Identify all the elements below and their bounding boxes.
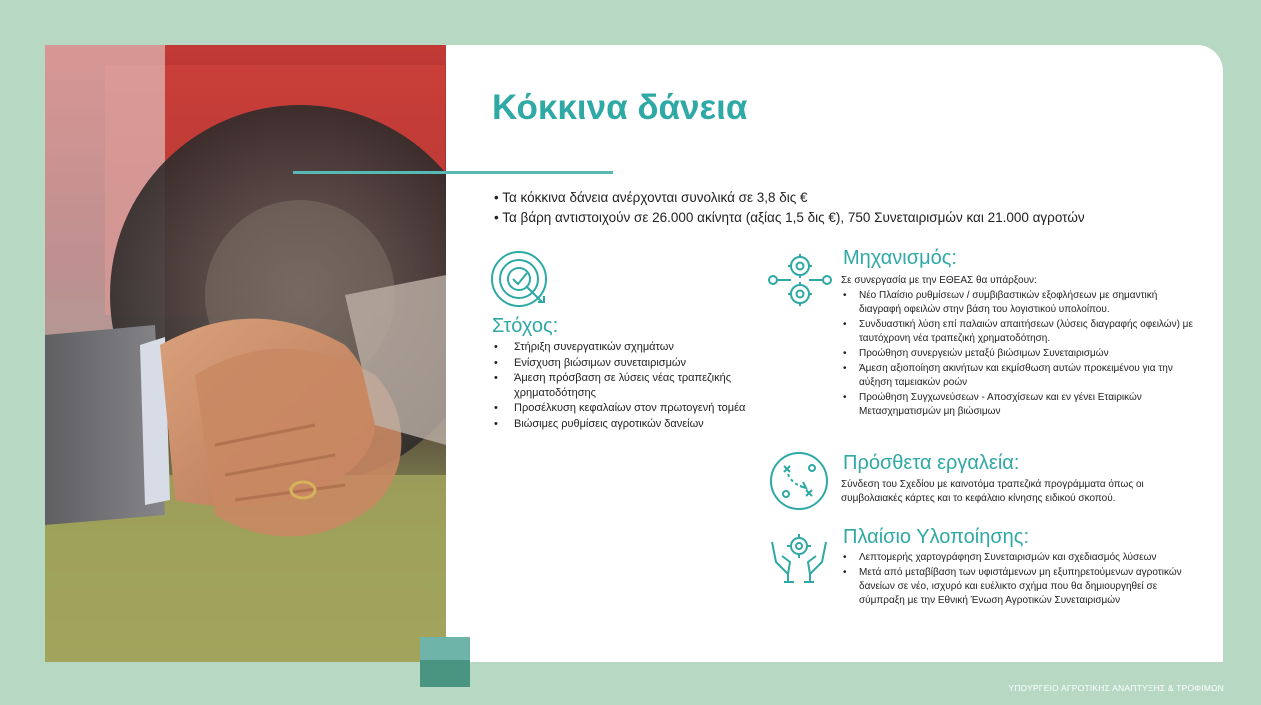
mechanism-list (841, 289, 1201, 420)
decorative-square-dark (420, 660, 470, 687)
list-item: • Άμεση αξιοποίηση ακινήτων και εκμίσθωση αυτών προκειμένου για την αύξηση ταμειακών ροών (841, 362, 1201, 390)
list-item: • Προσέλκυση κεφαλαίων στον πρωτογενή τομέα (492, 401, 762, 416)
title-divider (293, 171, 613, 174)
mechanism-heading: Μηχανισμός: (843, 247, 957, 269)
hands-gear-icon (768, 528, 830, 584)
list-item: • Συνδυαστική λύση επί παλαιών απαιτήσεων (λύσεις διαγραφής οφειλών) με ταυτόχρονη νέα τραπεζική χρηματοδότηση. (841, 318, 1201, 346)
goals-heading: Στόχος: (492, 315, 559, 337)
list-item: • Λεπτομερής χαρτογράφηση Συνεταιρισμών και σχεδιασμός λύσεων (841, 551, 1201, 565)
target-icon (490, 250, 552, 312)
list-item: • Μετά από μεταβίβαση των υφιστάμενων μη εξυπηρετούμενων αγροτικών δανείων σε νέο, ισχυρό και ευέλικτο σχήμα που θα δημιουργηθεί σε σύμπραξη με την Εθνική Ένωση Αγροτικών Συνεταιρισμών (841, 566, 1201, 608)
ministry-footer: ΥΠΟΥΡΓΕΙΟ ΑΓΡΟΤΙΚΗΣ ΑΝΑΠΤΥΞΗΣ & ΤΡΟΦΙΜΩΝ (1008, 683, 1224, 693)
intro-bullet: • Τα βάρη αντιστοιχούν σε 26.000 ακίνητα (αξίας 1,5 δις €), 750 Συνεταιρισμών και 21.000 αγροτών (494, 208, 1085, 228)
tools-icon (768, 450, 830, 512)
list-item: • Προώθηση Συγχωνεύσεων - Αποσχίσεων και εν γένει Εταιρικών Μετασχηματισμών μη βιώσιμων (841, 391, 1201, 419)
mechanism-intro: Σε συνεργασία με την ΕΘΕΑΣ θα υπάρξουν: (841, 275, 1037, 286)
list-item: • Στήριξη συνεργατικών σχημάτων (492, 340, 762, 355)
list-item: • Άμεση πρόσβαση σε λύσεις νέας τραπεζικής χρηματοδότησης (492, 371, 762, 400)
page-title: Κόκκινα δάνεια (492, 88, 748, 127)
tools-text: Σύνδεση του Σχεδίου με καινοτόμα τραπεζικά προγράμματα όπως οι συμβολαιακές κάρτες και το κεφάλαιο κίνησης ειδικού σκοπού. (841, 479, 1144, 504)
tools-heading: Πρόσθετα εργαλεία: (843, 452, 1020, 474)
list-item: • Νέο Πλαίσιο ρυθμίσεων / συμβιβαστικών εξοφλήσεων με σημαντική διαγραφή οφειλών στην βάση του λογιστικού υπολοίπου. (841, 289, 1201, 317)
framework-heading: Πλαίσιο Υλοποίησης: (843, 526, 1029, 548)
handshake-photo (45, 45, 446, 662)
decorative-square-light (420, 637, 470, 660)
framework-list (841, 551, 1201, 609)
intro-bullet: • Τα κόκκινα δάνεια ανέρχονται συνολικά σε 3,8 δις € (494, 188, 1085, 208)
goals-list (492, 340, 762, 433)
gears-icon (767, 250, 833, 310)
list-item: • Ενίσχυση βιώσιμων συνεταιρισμών (492, 356, 762, 371)
list-item: • Προώθηση συνεργειών μεταξύ βιώσιμων Συνεταιρισμών (841, 347, 1201, 361)
list-item: • Βιώσιμες ρυθμίσεις αγροτικών δανείων (492, 417, 762, 432)
intro-bullets (494, 188, 1085, 228)
